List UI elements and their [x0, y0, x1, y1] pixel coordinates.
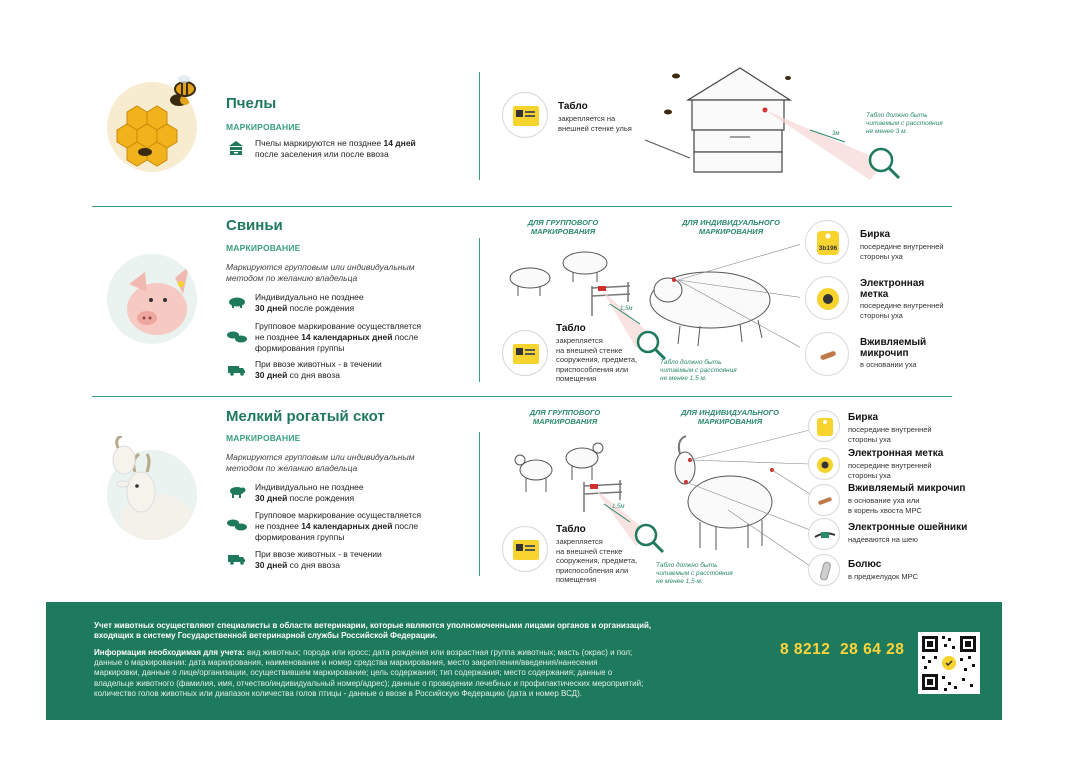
pigs-board-desc: закрепляется на внешней стенке сооружения, предмета, приспособления или помещения [556, 336, 638, 383]
contact-phone[interactable]: 8 8212 28 64 28 [780, 641, 905, 658]
goats-group-tag: ДЛЯ ГРУППОВОГО МАРКИРОВАНИЯ [529, 408, 601, 426]
pig-method-tag-desc: посередине внутренней стороны уха [860, 242, 944, 261]
bees-board-title: Табло [558, 101, 588, 112]
hive-icon [228, 140, 244, 156]
pigs-rule-individual: Индивидуально не позднее 30 дней после рождения [255, 292, 364, 313]
truck-icon [228, 364, 246, 376]
goat-method-bolus-title: Болюс [848, 559, 882, 570]
goats-rule-group: Групповое маркирование осуществляется не позднее 14 календарных дней после формирования группы [255, 510, 422, 542]
divider-pigs-goats [92, 396, 952, 397]
bees-note: Табло должно быть читаемым с расстояния не менее 3 м. [866, 112, 943, 135]
goats-rule-import: При ввозе животных - в течении 30 дней со дня ввоза [255, 549, 382, 570]
qr-code[interactable] [918, 632, 980, 694]
pig-ear-tag-circle [805, 220, 849, 264]
bees-distance-label: 3м [832, 131, 840, 137]
goat-method-electronic-title: Электронная метка [848, 448, 944, 459]
sheep-group-icon [226, 518, 248, 530]
goats-board-title: Табло [556, 524, 586, 535]
goat-method-collar-title: Электронные ошейники [848, 522, 968, 533]
pigs-description: Маркируются групповым или индивидуальным методом по желанию владельца [226, 262, 415, 283]
pig-photo [107, 254, 197, 344]
goats-divider [479, 432, 480, 576]
pig-group-icon [226, 330, 248, 342]
pig-electronic-tag-circle [805, 276, 849, 320]
goats-board-circle [502, 526, 548, 572]
pigs-group-tag: ДЛЯ ГРУППОВОГО МАРКИРОВАНИЯ [527, 218, 599, 236]
pigs-magnifier-icon [634, 328, 668, 362]
goats-distance-label: 1,5м [612, 504, 625, 510]
bees-subtitle: МАРКИРОВАНИЕ [226, 122, 301, 132]
pig-method-microchip-title: Вживляемый микрочип [860, 337, 927, 359]
goat-method-tag-desc: посередине внутренней стороны уха [848, 425, 932, 444]
pigs-board-title: Табло [556, 323, 586, 334]
pigs-board-circle [502, 330, 548, 376]
sheep-single-icon [228, 486, 246, 498]
pig-ear-tag-code: 3b196 [818, 245, 838, 252]
goat-method-electronic-desc: посередине внутренней стороны уха [848, 461, 932, 480]
pig-method-microchip-desc: в основании уха [860, 360, 917, 369]
pigs-title: Свиньи [226, 217, 283, 234]
bee-icon [170, 72, 200, 102]
goat-electronic-tag-circle [808, 448, 840, 480]
pig-method-electronic-title: Электронная метка [860, 278, 925, 300]
goat-method-bolus-desc: в преджелудок МРС [848, 572, 918, 581]
pig-single-icon [228, 296, 246, 308]
goat-ear-tag-circle [808, 410, 840, 442]
pig-method-tag-title: Бирка [860, 229, 891, 240]
goats-rule-individual: Индивидуально не позднее 30 дней после рождения [255, 482, 364, 503]
goat-bolus-circle [808, 554, 840, 586]
goat-collar-circle [808, 518, 840, 550]
bees-rule: Пчелы маркируются не позднее 14 дней после заселения или после ввоза [255, 138, 416, 159]
goats-description: Маркируются групповым или индивидуальным методом по желанию владельца [226, 452, 415, 473]
pigs-divider [479, 238, 480, 382]
pig-method-electronic-desc: посередине внутренней стороны уха [860, 301, 944, 320]
goats-title: Мелкий рогатый скот [226, 408, 385, 425]
bees-board-desc: закрепляется на внешней стенке улья [558, 114, 632, 133]
goat-method-tag-title: Бирка [848, 412, 879, 423]
pigs-rule-group: Групповое маркирование осуществляется не позднее 14 календарных дней после формирования группы [255, 321, 422, 353]
pigs-note: Табло должно быть читаемым с расстояния не менее 1,5 м. [660, 359, 737, 382]
truck-icon [228, 553, 246, 565]
goat-head-overlay [98, 436, 138, 476]
goats-subtitle: МАРКИРОВАНИЕ [226, 433, 301, 443]
divider-bees-pigs [92, 206, 952, 207]
pigs-distance-label: 1,5м [620, 306, 633, 312]
goats-individual-tag: ДЛЯ ИНДИВИДУАЛЬНОГО МАРКИРОВАНИЯ [680, 408, 780, 426]
footer-info: Информация необходимая для учета: вид животных; порода или кросс; дата рождения или возрастная группа животных; масть (окрас) и пол; данные о маркировании: дата маркирования, наименование и номер средства маркирования, место закрепления/введения/нанесения маркировки, данные о лице/организации, осуществившем маркирование; цель содержания; тип содержания; место содержания; данные о владельце животного (фамилия, имя, отчество/индивидуальный номер/адрес); данные о проведении лечебных и профилактических мероприятий; количество голов животных или диапазон количества голов птицы - данные о ввозе в Российскую Федерацию (дата и номер ВСД). [94, 648, 644, 698]
goats-illustration [500, 430, 810, 580]
pigs-rule-import: При ввозе животных - в течении 30 дней со дня ввоза [255, 359, 382, 380]
goat-method-microchip-desc: в основание уха или в корень хвоста МРС [848, 496, 922, 515]
goat-method-microchip-title: Вживляемый микрочип [848, 483, 966, 494]
bees-magnifier-icon [866, 145, 902, 181]
bees-divider [479, 72, 480, 180]
goat-method-collar-desc: надеваются на шею [848, 535, 918, 544]
goat-microchip-circle [808, 484, 840, 516]
bees-board-circle [502, 92, 548, 138]
goats-board-desc: закрепляется на внешней стенке сооружения, предмета, приспособления или помещения [556, 537, 638, 584]
pig-microchip-circle [805, 332, 849, 376]
goats-note: Табло должно быть читаемым с расстояния не менее 1,5 м. [656, 562, 733, 585]
bees-title: Пчелы [226, 95, 277, 112]
pigs-subtitle: МАРКИРОВАНИЕ [226, 243, 301, 253]
pigs-individual-tag: ДЛЯ ИНДИВИДУАЛЬНОГО МАРКИРОВАНИЯ [681, 218, 781, 236]
footer-intro: Учет животных осуществляют специалисты в области ветеринарии, которые являются уполномоченными лицами органов и организаций, входящих в систему Государственной ветеринарной службы Российской Федерации. [94, 621, 652, 641]
